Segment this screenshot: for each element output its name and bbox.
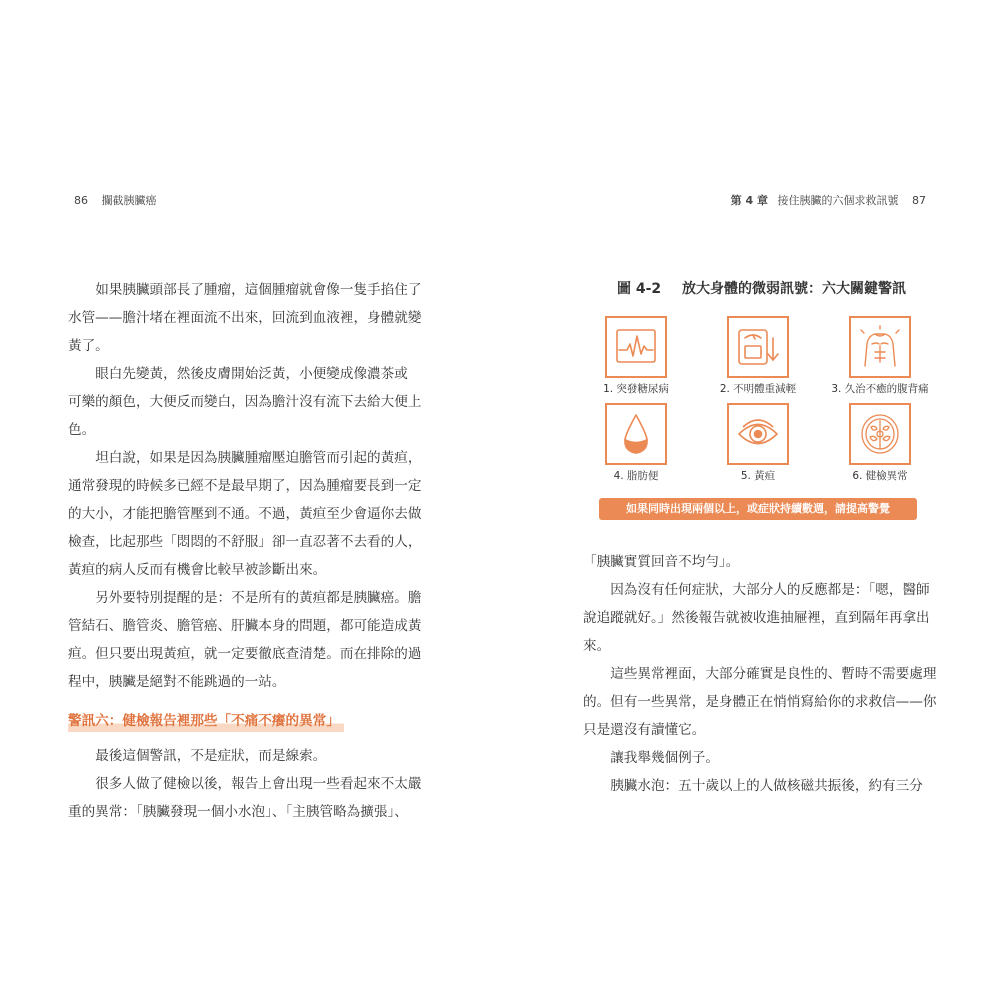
paragraph bbox=[68, 742, 416, 770]
paragraph bbox=[583, 548, 933, 576]
paragraph bbox=[68, 444, 422, 584]
text-line: 眼白先變黃，然後皮膚開始泛黃，小便變成像濃茶或 bbox=[95, 366, 408, 382]
text-line: 水管——膽汁堵在裡面流不出來，回流到血液裡，身體就變 bbox=[68, 310, 422, 326]
text-line: 最後這個警訊，不是症狀，而是線索。 bbox=[95, 748, 327, 764]
warning-label-5: 5. 黃疸 bbox=[740, 470, 776, 482]
warning-six-heading: 警訊六：健檢報告裡那些「不痛不癢的異常」 bbox=[68, 710, 344, 732]
left-body-text bbox=[68, 276, 422, 826]
text-line: 另外要特別提醒的是：不是所有的黃疸都是胰臟癌。膽 bbox=[95, 590, 422, 606]
warning-label-2: 2. 不明體重減輕 bbox=[719, 383, 797, 395]
text-line: 說追蹤就好。」然後報告就被收進抽屜裡，直到隔年再拿出 bbox=[583, 610, 930, 626]
paragraph bbox=[68, 770, 422, 826]
text-line: 來。 bbox=[583, 638, 611, 654]
text-line: 因為沒有任何症狀，大部分人的反應都是：「嗯，醫師 bbox=[610, 582, 930, 598]
text-line: 程中，胰臟是絕對不能跳過的一站。 bbox=[68, 674, 286, 690]
text-line: 的大小，才能把膽管壓到不通。不過，黃疸至少會逼你去做 bbox=[68, 506, 422, 522]
text-line: 坦白說，如果是因為胰臟腫瘤壓迫膽管而引起的黃疸， bbox=[95, 450, 422, 466]
right-running-head: 接住胰臟的六個求救訊號 bbox=[777, 194, 899, 207]
weight-scale-down-icon bbox=[727, 316, 789, 378]
paragraph bbox=[68, 360, 422, 444]
warning-label-4: 4. 脂肪便 bbox=[613, 470, 659, 482]
text-line: 讓我舉幾個例子。 bbox=[610, 750, 719, 766]
right-page-number: 87 bbox=[912, 194, 926, 207]
paragraph bbox=[583, 576, 933, 660]
text-line: 的。但有一些異常，是身體正在悄悄寫給你的求救信——你 bbox=[583, 694, 937, 710]
eye-icon bbox=[727, 403, 789, 465]
left-running-header bbox=[64, 192, 157, 208]
oil-drop-icon bbox=[605, 403, 667, 465]
text-line: 重的異常：「胰臟發現一個小水泡」、「主胰管略為擴張」、 bbox=[68, 804, 408, 820]
text-line: 疸。但只要出現黃疸，就一定要徹底查清楚。而在排除的過 bbox=[68, 646, 422, 662]
text-line: 黃了。 bbox=[68, 338, 109, 354]
figure-title bbox=[617, 278, 906, 298]
paragraph bbox=[68, 584, 422, 696]
brain-scan-icon bbox=[849, 403, 911, 465]
warning-label-6: 6. 健檢異常 bbox=[852, 470, 908, 482]
text-line: 檢查，比起那些「悶悶的不舒服」卻一直忍著不去看的人， bbox=[68, 534, 422, 550]
torso-pain-icon bbox=[849, 316, 911, 378]
right-running-header bbox=[731, 192, 936, 208]
text-line: 色。 bbox=[68, 422, 96, 438]
text-line: 很多人做了健檢以後，報告上會出現一些看起來不太嚴 bbox=[95, 776, 422, 792]
paragraph bbox=[68, 276, 422, 360]
right-body-text bbox=[583, 548, 937, 800]
chapter-label: 第 4 章 bbox=[730, 194, 768, 207]
paragraph bbox=[583, 660, 937, 744]
text-line: 「胰臟實質回音不均勻」。 bbox=[583, 554, 740, 570]
text-line: 這些異常裡面，大部分確實是良性的、暫時不需要處理 bbox=[610, 666, 937, 682]
text-line: 只是還沒有讀懂它。 bbox=[583, 722, 706, 738]
text-line: 通常發現的時候多已經不是最早期了，因為腫瘤要長到一定 bbox=[68, 478, 422, 494]
text-line: 如果胰臟頭部長了腫瘤，這個腫瘤就會像一隻手掐住了 bbox=[95, 282, 422, 298]
figure-caption: 放大身體的微弱訊號：六大關鍵警訊 bbox=[682, 281, 907, 297]
figure-number: 圖 4-2 bbox=[617, 281, 662, 297]
text-line: 黃疸的病人反而有機會比較早被診斷出來。 bbox=[68, 562, 327, 578]
warning-label-3: 3. 久治不癒的腹背痛 bbox=[831, 383, 929, 395]
left-running-head: 攔截胰臟癌 bbox=[101, 194, 157, 207]
figure-alert-banner: 如果同時出現兩個以上，或症狀持續數週，請提高警覺 bbox=[599, 498, 917, 520]
text-line: 可樂的顏色，大便反而變白，因為膽汁沒有流下去給大便上 bbox=[68, 394, 422, 410]
text-line: 管結石、膽管炎、膽管癌、肝臟本身的問題，都可能造成黃 bbox=[68, 618, 422, 634]
warning-label-1: 1. 突發糖尿病 bbox=[603, 383, 669, 395]
paragraph bbox=[583, 744, 933, 772]
left-page-number: 86 bbox=[74, 194, 88, 207]
text-line: 胰臟水泡：五十歲以上的人做核磁共振後，約有三分 bbox=[610, 778, 923, 794]
heartbeat-monitor-icon bbox=[605, 316, 667, 378]
paragraph bbox=[583, 772, 933, 800]
